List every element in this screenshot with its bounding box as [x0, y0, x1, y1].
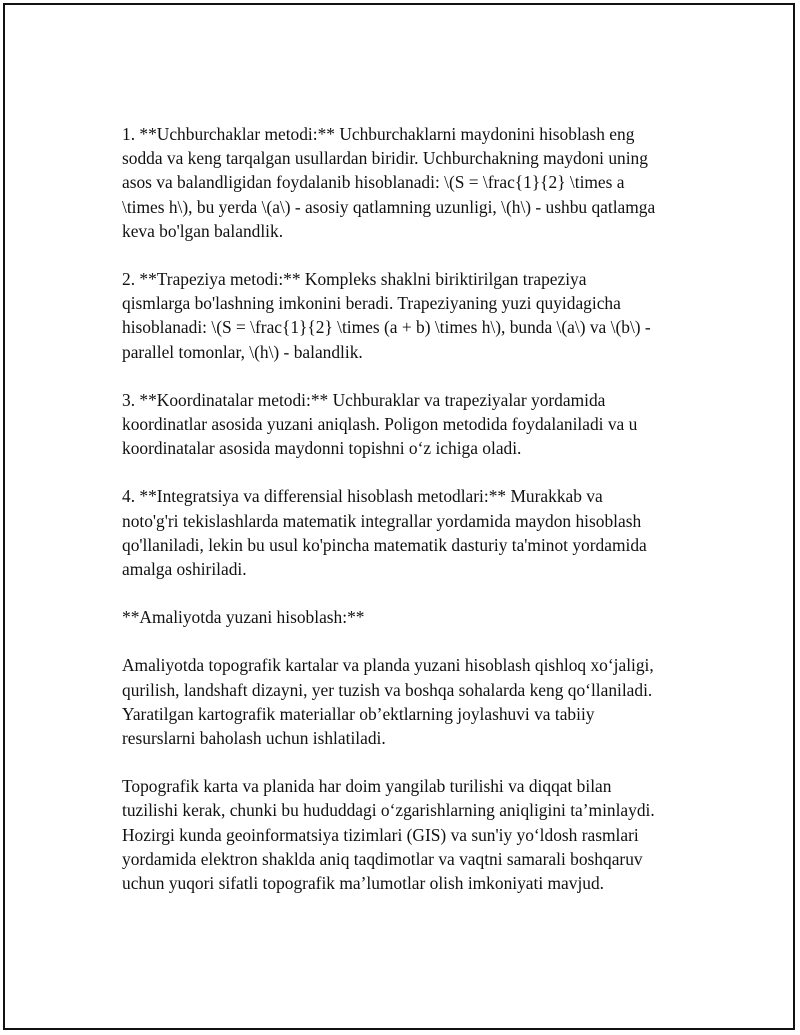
paragraph-triangle-method: 1. **Uchburchaklar metodi:** Uchburchaklarni maydonini hisoblash eng sodda va keng tarqalgan usullardan biridir. Uchburchakning maydoni uning asos va balandligidan foydalanib hisoblanadi: \(S = \frac{1}{2} \times a \times h\), bu yerda \(a\) - asosiy qatlamning uzunligi, \(h\) - ushbu qatlamga keva bo'lgan balandlik.: [122, 124, 656, 241]
paragraph-trapezoid-method: 2. **Trapeziya metodi:** Kompleks shaklni biriktirilgan trapeziya qismlarga bo'lashning imkonini beradi. Trapeziyaning yuzi quyidagicha hisoblanadi: \(S = \frac{1}{2} \times (a + b) \times h\), bunda \(a\) va \(b\) - parallel tomonlar, \(h\) - balandlik.: [122, 269, 651, 362]
paragraph-coordinate-method: 3. **Koordinatalar metodi:** Uchburaklar va trapeziyalar yordamida koordinatlar asosida yuzani aniqlash. Poligon metodida foydalaniladi va u koordinatalar asosida maydonni topishni o‘z ichiga oladi.: [122, 389, 638, 459]
paragraph-practice: Amaliyotda topografik kartalar va planda yuzani hisoblash qishloq xo‘jaligi, qurilish, landshaft dizayni, yer tuzish va boshqa sohalarda keng qo‘llaniladi. Yaratilgan kartografik materiallar ob’ektlarning joylashuvi va tabiiy resurslarni baholash uchun ishlatiladi.: [122, 655, 654, 749]
page-frame: [3, 3, 795, 1030]
section-heading-practice: **Amaliyotda yuzani hisoblash:**: [122, 607, 365, 628]
paragraph-integration-method: 4. **Integratsiya va differensial hisoblash metodlari:** Murakkab va noto'g'ri tekislashlarda matematik integrallar yordamida maydon hisoblash qo'llaniladi, lekin bu usul ko'pincha matematik dasturiy ta'minot yordamida amalga oshiriladi.: [122, 486, 647, 580]
document-body: [122, 122, 692, 895]
paragraph-gis: Topografik karta va planida har doim yangilab turilishi va diqqat bilan tuzilishi kerak, chunki bu hududdagi o‘zgarishlarning aniqligini ta’minlaydi. Hozirgi kunda geoinformatsiya tizimlari (GIS) va sun'iy yo‘ldosh rasmlari yordamida elektron shaklda aniq taqdimotlar va vaqtni samarali boshqaruv uchun yuqori sifatli topografik ma’lumotlar olish imkoniyati mavjud.: [122, 776, 655, 894]
